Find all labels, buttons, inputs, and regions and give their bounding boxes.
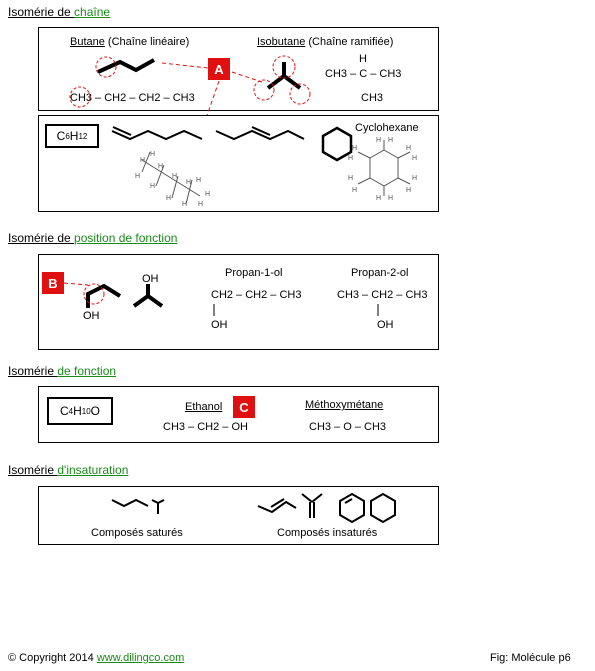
heading-prefix: Isomérie de xyxy=(8,5,75,19)
svg-text:H: H xyxy=(150,151,156,158)
methoxymethane-formula: CH3 – O – CH3 xyxy=(309,421,387,433)
heading-accent: position de fonction xyxy=(74,231,178,245)
svg-text:H: H xyxy=(348,155,354,162)
propan-2-ol-formula: CH3 – CH2 – CH3 xyxy=(337,289,428,301)
badge-c: C xyxy=(233,396,255,418)
oh-label-left: OH xyxy=(83,310,100,322)
svg-text:H: H xyxy=(406,145,412,152)
ethanol-label: Ethanol xyxy=(185,401,223,413)
isobutane-formula-middle: CH3 – C – CH3 xyxy=(325,68,402,80)
methoxymethane-label: Méthoxymétane xyxy=(305,399,384,411)
butane-small-skeleton xyxy=(112,500,148,506)
saturated-label: Composés saturés xyxy=(91,527,183,539)
heading-accent: de fonction xyxy=(57,364,117,378)
footer-figure-label: Fig: Molécule p6 xyxy=(490,652,571,664)
svg-text:H: H xyxy=(376,195,382,202)
cyclohexene-skeleton xyxy=(340,494,364,522)
propan-1-ol-oh: OH xyxy=(211,319,228,331)
svg-text:H: H xyxy=(348,175,354,182)
isobutane-label: Isobutane (Chaîne ramifiée) xyxy=(257,36,394,48)
isobutene-skeleton xyxy=(302,494,322,518)
svg-text:H: H xyxy=(196,177,202,184)
svg-text:H: H xyxy=(352,145,358,152)
svg-text:H: H xyxy=(172,173,178,180)
svg-text:H: H xyxy=(412,175,418,182)
unsaturated-label: Composés insaturés xyxy=(277,527,378,539)
cyclohexane-small-skeleton xyxy=(371,494,395,522)
badge-a: A xyxy=(208,58,230,80)
svg-text:H: H xyxy=(135,173,141,180)
heading-prefix: Isomérie de xyxy=(8,231,75,245)
svg-text:H: H xyxy=(198,201,204,208)
footer-copyright: © Copyright 2014 www.dilingco.com xyxy=(8,652,185,664)
isobutane-formula-bottom: CH3 xyxy=(361,92,384,104)
butene-skeleton xyxy=(258,499,296,512)
svg-text:H: H xyxy=(150,183,156,190)
formula-c6h12: C 6 H 12 xyxy=(45,124,99,148)
svg-text:H: H xyxy=(166,195,172,202)
svg-text:H: H xyxy=(376,137,382,144)
svg-text:H: H xyxy=(182,201,188,208)
oh-label-right: OH xyxy=(142,273,159,285)
svg-text:H: H xyxy=(158,163,164,170)
isobutane-small-skeleton xyxy=(152,500,164,514)
heading-accent: d'insaturation xyxy=(57,463,129,477)
heading-prefix: Isomérie xyxy=(8,364,58,378)
heading-prefix: Isomérie xyxy=(8,463,58,477)
heading-accent: chaîne xyxy=(74,5,111,19)
badge-b: B xyxy=(42,272,64,294)
propan-2-ol-label: Propan-2-ol xyxy=(351,267,409,279)
propan-1-ol-label: Propan-1-ol xyxy=(225,267,283,279)
propan-1-ol-formula: CH2 – CH2 – CH3 xyxy=(211,289,302,301)
isobutane-h: H xyxy=(359,53,367,65)
formula-c4h10o: C 4 H 10 O xyxy=(47,397,113,425)
svg-text:H: H xyxy=(186,179,192,186)
svg-text:H: H xyxy=(388,137,394,144)
footer-link[interactable]: www.dilingco.com xyxy=(96,652,185,664)
butane-formula: CH3 – CH2 – CH2 – CH3 xyxy=(70,92,195,104)
svg-text:H: H xyxy=(205,191,211,198)
svg-text:H: H xyxy=(406,187,412,194)
svg-text:H: H xyxy=(140,157,146,164)
butane-label: Butane (Chaîne linéaire) xyxy=(70,36,190,48)
propan-2-ol-oh: OH xyxy=(377,319,394,331)
svg-text:H: H xyxy=(352,187,358,194)
svg-text:H: H xyxy=(412,155,418,162)
svg-text:H: H xyxy=(388,195,394,202)
ethanol-formula: CH3 – CH2 – OH xyxy=(163,421,248,433)
cyclohexane-label: Cyclohexane xyxy=(355,122,419,134)
